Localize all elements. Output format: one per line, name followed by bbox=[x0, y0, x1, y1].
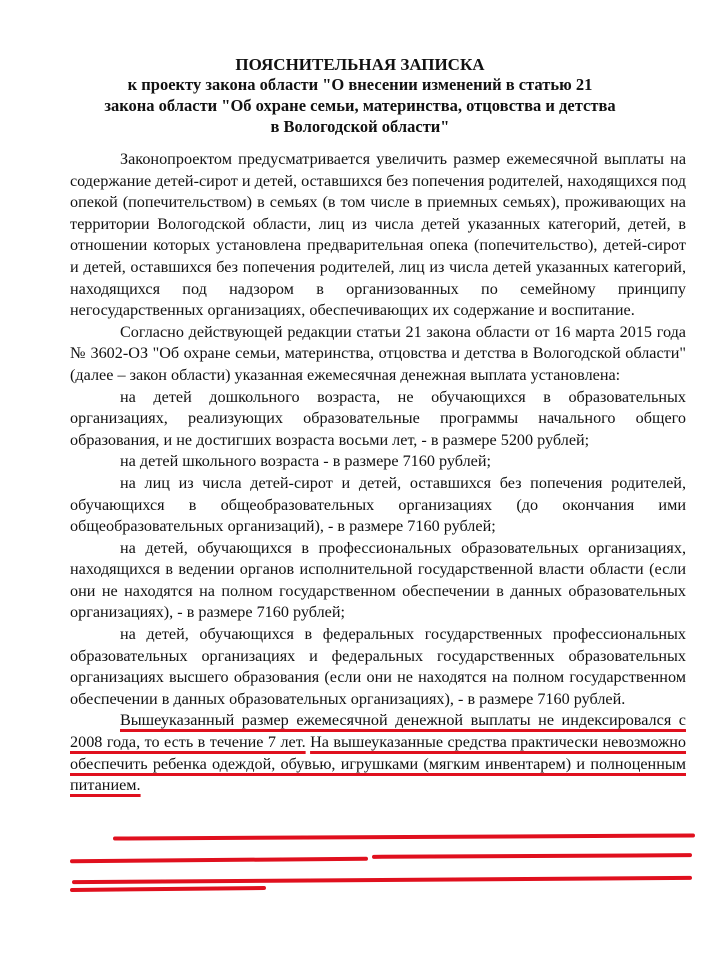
red-annotation-stroke bbox=[72, 876, 692, 884]
paragraph-intro: Законопроектом предусматривается увеличить размер ежемесячной выплаты на содержание детей-сирот и детей, оставшихся без попечения родителей, находящихся под опекой (попечительством) в семьях (в том числе в приемных семьях), проживающих на территории Вологодской области, лиц из числа детей указанных категорий, детей, в отношении которых установлена предварительная опека (попечительство), детей-сирот и детей, оставшихся без попечения родителей, лиц из числа детей указанных категорий, находящихся под надзором в организованных по семейному принципу негосударственных организациях, обеспечивающих их содержание и воспитание. bbox=[70, 150, 686, 320]
document-subtitle-line-3: в Вологодской области" bbox=[270, 117, 450, 136]
red-annotation-stroke bbox=[70, 857, 368, 864]
paragraph-school-age: на детей школьного возраста - в размере 7160 рублей; bbox=[120, 452, 492, 471]
document-body bbox=[70, 149, 686, 797]
document-subtitle-line-1: к проекту закона области "О внесении изменений в статью 21 bbox=[127, 75, 593, 94]
paragraph-orphans-general-ed: на лиц из числа детей-сирот и детей, оставшихся без попечения родителей, обучающихся в общеобразовательных организациях (до окончания ими общеобразовательных организаций), - в размере 7160 рублей; bbox=[70, 473, 686, 536]
paragraph-professional-ed: на детей, обучающихся в профессиональных образовательных организациях, находящихся в ведении органов исполнительной государственной власти области (если они не находятся на полном государственном обеспечении в данных образовательных организациях), - в размере 7160 рублей; bbox=[70, 538, 686, 622]
highlighted-sentence-indexation: Вышеуказанный размер ежемесячной денежной выплаты не индексировался с 2008 года, то есть в течение 7 лет. bbox=[70, 711, 686, 752]
paragraph-federal-ed: на детей, обучающихся в федеральных государственных профессиональных образовательных организациях и федеральных государственных образовательных организациях высшего образования (если они не находятся на полном государственном обеспечении в данных образовательных организациях), - в размере 7160 рублей. bbox=[70, 625, 686, 708]
red-annotation-stroke bbox=[113, 833, 695, 840]
paragraph-current-law: Согласно действующей редакции статьи 21 закона области от 16 марта 2015 года № 3602-ОЗ "Об охране семьи, материнства, отцовства и детства в Вологодской области" (далее – закон области) указанная ежемесячная денежная выплата установлена: bbox=[70, 322, 686, 384]
document-title: ПОЯСНИТЕЛЬНАЯ ЗАПИСКА bbox=[235, 55, 485, 74]
red-annotation-stroke bbox=[70, 886, 266, 892]
document-subtitle-line-2: закона области "Об охране семьи, материнства, отцовства и детства bbox=[104, 96, 616, 115]
red-annotation-stroke bbox=[372, 853, 692, 859]
paragraph-highlighted-conclusion bbox=[70, 710, 686, 796]
paragraph-preschool: на детей дошкольного возраста, не обучающихся в образовательных организациях, реализующих образовательные программы начального общего образования, и не достигших возраста восьми лет, - в размере 5200 рублей; bbox=[70, 387, 686, 449]
highlighted-sentence-insufficient: На вышеуказанные средства практически невозможно обеспечить ребенка одеждой, обувью, игрушками (мягким инвентарем) и полноценным питанием. bbox=[70, 733, 687, 795]
